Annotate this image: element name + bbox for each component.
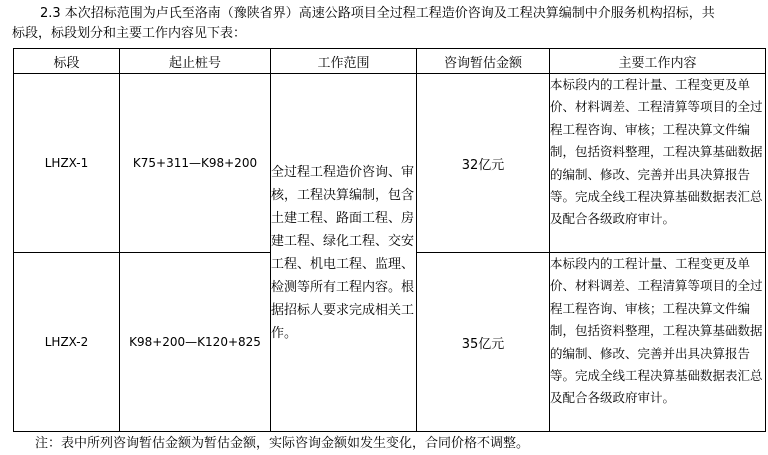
content-cell: 本标段内的工程计量、工程变更及单价、材料调差、工程清算等项目的全过程工程咨询、审核；工程决算文件编制，包括资料整理，工程决算基础数据的编制、修改、完善并出具决算报告等。完成全线工程决算基础数据表汇总及配合各级政府审计。 [550,253,766,432]
header-section: 标段 [14,49,120,74]
intro-paragraph [12,4,762,44]
table-row [14,74,766,253]
amount-cell: 35亿元 [417,253,550,432]
stake-cell: K75+311—K98+200 [120,74,271,253]
section-cell: LHZX-1 [14,74,120,253]
table-header-row [14,49,766,74]
stake-cell: K98+200—K120+825 [120,253,271,432]
header-amount: 咨询暂估金额 [417,49,550,74]
header-content: 主要工作内容 [550,49,766,74]
amount-cell: 32亿元 [417,74,550,253]
table-footnote: 注：表中所列咨询暂估金额为暂估金额，实际咨询金额如发生变化，合同价格不调整。 [35,436,530,451]
header-stake: 起止桩号 [120,49,271,74]
section-cell: LHZX-2 [14,253,120,432]
intro-line-2: 标段，标段划分和主要工作内容见下表： [12,26,247,41]
scope-cell: 全过程工程造价咨询、审核，工程决算编制，包含土建工程、路面工程、房建工程、绿化工程、交安工程、机电工程、监理、检测等所有工程内容。根据招标人要求完成相关工作。 [271,74,417,432]
intro-line-1: 2.3 本次招标范围为卢氏至洛南（豫陕省界）高速公路项目全过程工程造价咨询及工程决算编制中介服务机构招标，共 [40,6,715,21]
content-cell: 本标段内的工程计量、工程变更及单价、材料调差、工程清算等项目的全过程工程咨询、审核；工程决算文件编制，包括资料整理，工程决算基础数据的编制、修改、完善并出具决算报告等。完成全线工程决算基础数据表汇总及配合各级政府审计。 [550,74,766,253]
header-scope: 工作范围 [271,49,417,74]
bid-section-table [13,48,766,432]
